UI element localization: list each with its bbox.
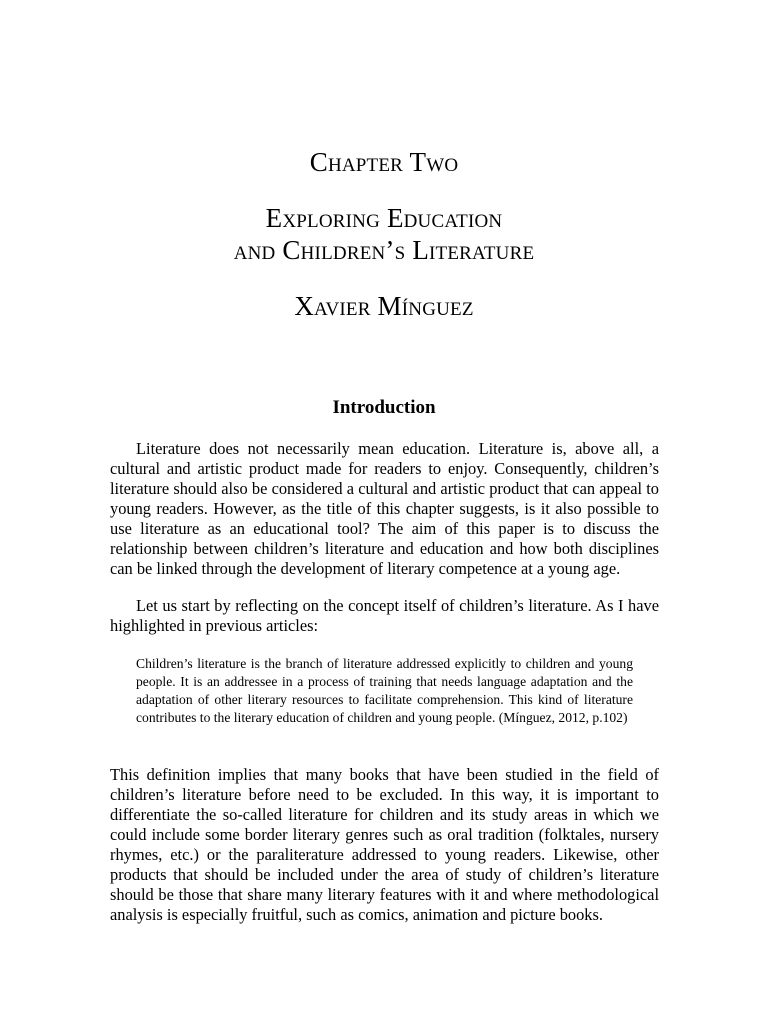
body-paragraph-3: This definition implies that many books that have been studied in the field of children’s literature before need to be excluded. In this way, it is important to differentiate the so-called literature for children and its study areas in which we could include some border literary genres such as oral tradition (folktales, nursery rhymes, etc.) or the paraliterature addressed to young readers. Likewise, other products that should be included under the area of study of children’s literature should be those that share many literary features with it and where methodological analysis is especially fruitful, such as comics, animation and picture books. bbox=[110, 765, 659, 924]
body-paragraph-1: Literature does not necessarily mean education. Literature is, above all, a cultural and artistic product made for readers to enjoy. Consequently, children’s literature should also be considered a cultural and artistic product that can appeal to young readers. However, as the title of this chapter suggests, is it also possible to use literature as an educational tool? The aim of this paper is to discuss the relationship between children’s literature and education and how both disciplines can be linked through the development of literary competence at a young age. bbox=[110, 439, 659, 578]
section-heading: Introduction bbox=[332, 397, 436, 418]
chapter-author: Xavier Mínguez bbox=[294, 291, 474, 321]
block-quote: Children’s literature is the branch of literature addressed explicitly to children and young people. It is an addressee in a process of training that needs language adaptation and the adaptation of other literary resources to facilitate comprehension. This kind of literature contributes to the literary education of children and young people. (Mínguez, 2012, p.102) bbox=[136, 656, 633, 725]
chapter-number: Chapter Two bbox=[309, 147, 459, 177]
chapter-title-line-1: Exploring Education bbox=[265, 203, 503, 233]
body-paragraph-2: Let us start by reflecting on the concept itself of children’s literature. As I have highlighted in previous articles: bbox=[110, 596, 659, 635]
chapter-title-line-2: and Children’s Literature bbox=[233, 235, 535, 265]
